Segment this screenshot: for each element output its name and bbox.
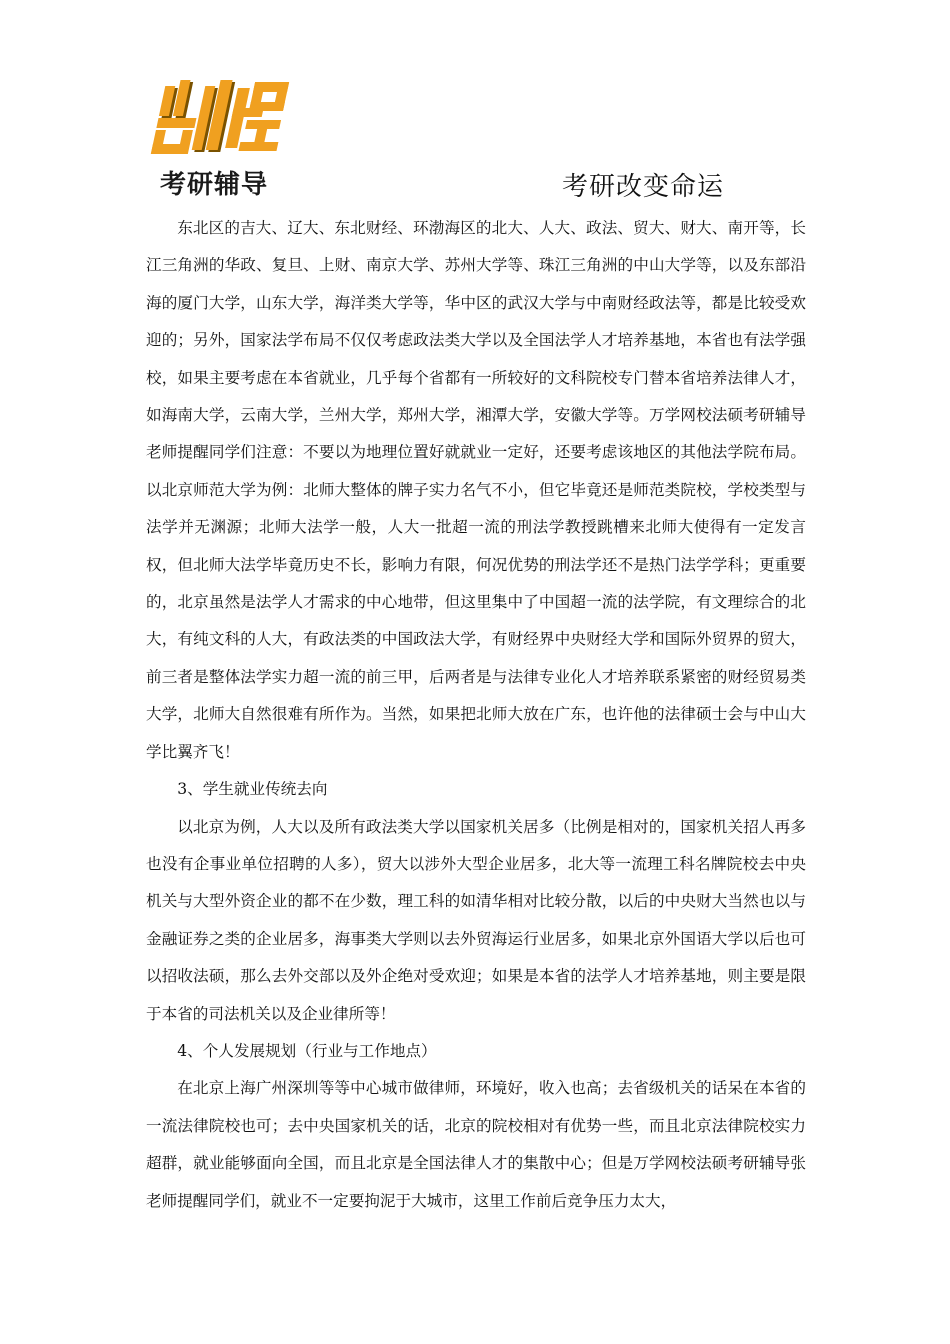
document-body — [146, 210, 806, 1220]
brand-logo-subtitle: 考研辅导 — [160, 170, 269, 200]
paragraph: 在北京上海广州深圳等等中心城市做律师，环境好，收入也高；去省级机关的话呆在本省的一流法律院校也可；去中央国家机关的话，北京的院校相对有优势一些，而且北京法律院校实力超群，就业能够面向全国，而且北京是全国法律人才的集散中心；但是万学网校法硕考研辅导张老师提醒同学们，就业不一定要拘泥于大城市，这里工作前后竞争压力太大， — [146, 1079, 806, 1210]
brand-logo-mark-icon — [150, 78, 300, 162]
paragraph: 以北京为例，人大以及所有政法类大学以国家机关居多（比例是相对的，国家机关招人再多也没有企事业单位招聘的人多），贸大以涉外大型企业居多，北大等一流理工科名牌院校去中央机关与大型外资企业的都不在少数，理工科的如清华相对比较分散，以后的中央财大当然也以与金融证券之类的企业居多，海事类大学则以去外贸海运行业居多，如果北京外国语大学以后也可以招收法硕，那么去外交部以及外企绝对受欢迎；如果是本省的法学人才培养基地，则主要是限于本省的司法机关以及企业律所等！ — [146, 817, 806, 1023]
section-heading: 3、学生就业传统去向 — [177, 780, 328, 799]
slogan-title: 考研改变命运 — [562, 172, 725, 202]
paragraph: 东北区的吉大、辽大、东北财经、环渤海区的北大、人大、政法、贸大、财大、南开等，长江三角洲的华政、复旦、上财、南京大学、苏州大学等、珠江三角洲的中山大学等，以及东部沿海的厦门大学，山东大学，海洋类大学等，华中区的武汉大学与中南财经政法等，都是比较受欢迎的；另外，国家法学布局不仅仅考虑政法类大学以及全国法学人才培养基地，本省也有法学强校，如果主要考虑在本省就业，几乎每个省都有一所较好的文科院校专门替本省培养法律人才，如海南大学，云南大学，兰州大学，郑州大学，湘潭大学，安徽大学等。万学网校法硕考研辅导老师提醒同学们注意：不要以为地理位置好就就业一定好，还要考虑该地区的其他法学院布局。以北京师范大学为例：北师大整体的牌子实力名气不小，但它毕竟还是师范类院校，学校类型与法学并无渊源；北师大法学一般，人大一批超一流的刑法学教授跳槽来北师大使得有一定发言权，但北师大法学毕竟历史不长，影响力有限，何况优势的刑法学还不是热门法学学科；更重要的，北京虽然是法学人才需求的中心地带，但这里集中了中国超一流的法学院，有文理综合的北大，有纯文科的人大，有政法类的中国政法大学，有财经界中央财经大学和国际外贸界的贸大，前三者是整体法学实力超一流的前三甲，后两者是与法律专业化人才培养联系紧密的财经贸易类大学，北师大自然很难有所作为。当然，如果把北师大放在广东，也许他的法律硕士会与中山大学比翼齐飞！ — [146, 219, 806, 761]
section-heading: 4、个人发展规划（行业与工作地点） — [177, 1041, 437, 1060]
brand-logo — [150, 78, 300, 198]
